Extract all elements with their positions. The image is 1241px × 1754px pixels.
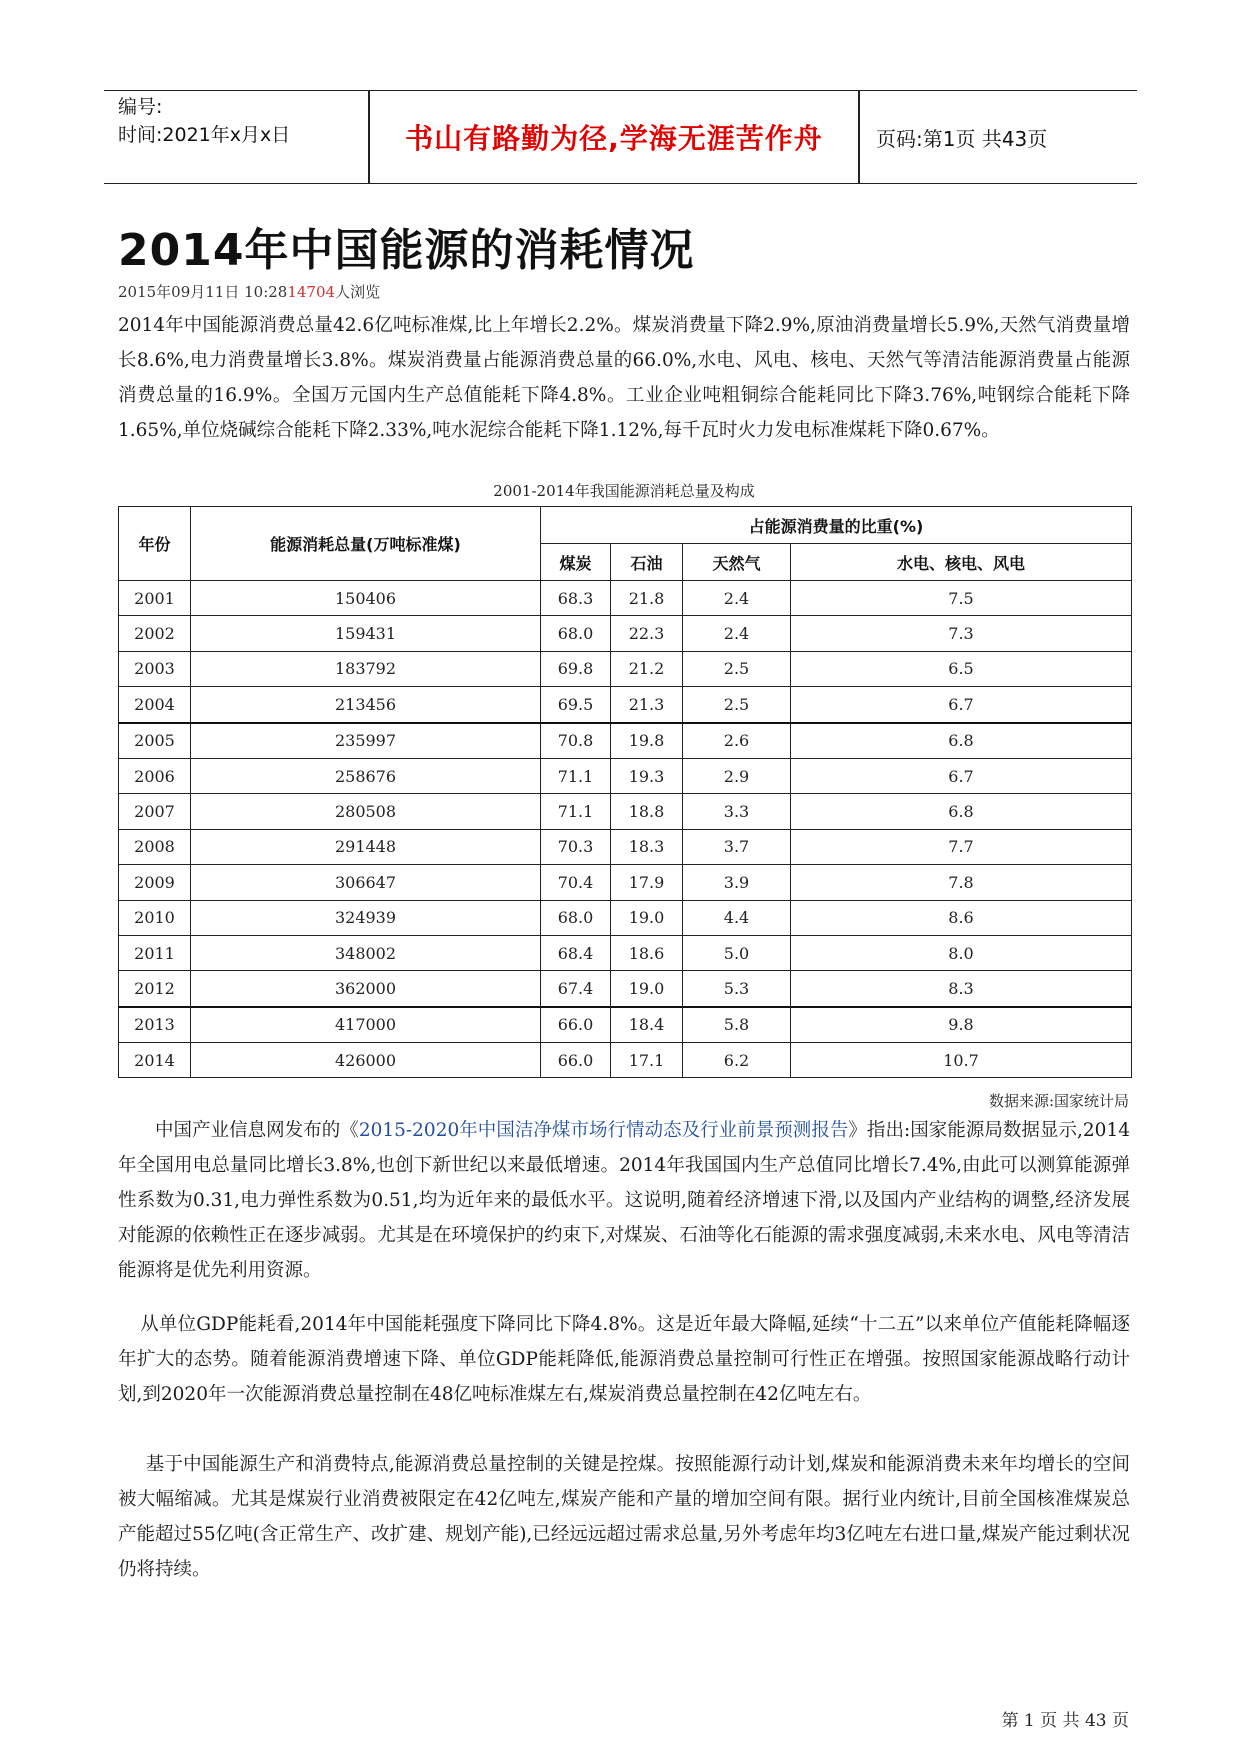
cell-year: 2001 [119,581,191,616]
cell-coal: 71.1 [541,794,611,829]
cell-oil: 19.0 [611,900,683,935]
cell-clean: 6.7 [791,758,1132,793]
energy-table [118,506,1132,1078]
cell-oil: 19.3 [611,758,683,793]
table-row [119,1043,1132,1078]
article-title: 2014年中国能源的消耗情况 [118,225,695,276]
cell-oil: 21.3 [611,687,683,723]
meta-views-suffix: 人浏览 [335,283,381,301]
cell-gas: 2.9 [683,758,791,793]
cell-coal: 69.5 [541,687,611,723]
cell-total: 159431 [191,616,541,651]
cell-clean: 6.7 [791,687,1132,723]
cell-total: 324939 [191,900,541,935]
cell-clean: 9.8 [791,1007,1132,1043]
cell-coal: 69.8 [541,651,611,686]
table-row [119,829,1132,864]
page-footer: 第 1 页 共 43 页 [1001,1711,1129,1731]
meta-views: 14704 [287,283,336,301]
cell-gas: 3.7 [683,829,791,864]
table-row [119,723,1132,759]
table-row [119,687,1132,723]
cell-gas: 2.6 [683,723,791,759]
cell-year: 2004 [119,687,191,723]
cell-total: 348002 [191,935,541,970]
cell-coal: 66.0 [541,1043,611,1078]
cell-oil: 22.3 [611,616,683,651]
cell-coal: 66.0 [541,1007,611,1043]
cell-coal: 68.0 [541,900,611,935]
table-row [119,581,1132,616]
cell-clean: 8.6 [791,900,1132,935]
cell-year: 2003 [119,651,191,686]
cell-gas: 2.5 [683,651,791,686]
table-row [119,651,1132,686]
col-header-oil: 石油 [611,544,683,581]
paragraph-coal-control: 基于中国能源生产和消费特点,能源消费总量控制的关键是控煤。按照能源行动计划,煤炭和能源消费未来年均增长的空间被大幅缩减。尤其是煤炭行业消费被限定在42亿吨左,煤炭产能和产量的增加空间有限。据行业内统计,目前全国核准煤炭总产能超过55亿吨(含正常生产、改扩建、规划产能),已经远远超过需求总量,另外考虑年均3亿吨左右进口量,煤炭产能过剩状况仍将持续。 [118,1454,1130,1580]
col-header-clean: 水电、核电、风电 [791,544,1132,581]
cell-clean: 6.8 [791,723,1132,759]
cell-total: 213456 [191,687,541,723]
col-header-coal: 煤炭 [541,544,611,581]
cell-total: 417000 [191,1007,541,1043]
cell-gas: 5.0 [683,935,791,970]
cell-coal: 68.0 [541,616,611,651]
cell-year: 2002 [119,616,191,651]
table-row [119,794,1132,829]
cell-year: 2007 [119,794,191,829]
cell-gas: 3.3 [683,794,791,829]
table-row [119,935,1132,970]
number-label: 编号: [118,96,163,118]
cell-clean: 6.8 [791,794,1132,829]
cell-total: 280508 [191,794,541,829]
table-row [119,1007,1132,1043]
cell-clean: 8.3 [791,971,1132,1007]
cell-coal: 70.4 [541,865,611,900]
cell-oil: 21.8 [611,581,683,616]
cell-clean: 8.0 [791,935,1132,970]
cell-gas: 5.3 [683,971,791,1007]
cell-total: 150406 [191,581,541,616]
col-header-total: 能源消耗总量(万吨标准煤) [191,507,541,581]
cell-oil: 19.0 [611,971,683,1007]
cell-total: 291448 [191,829,541,864]
meta-date: 2015年09月11日 10:28 [118,283,288,301]
cell-oil: 18.6 [611,935,683,970]
report-post: 》指出:国家能源局数据显示,2014年全国用电总量同比增长3.8%,也创下新世纪以来最低增速。2014年我国国内生产总值同比增长7.4%,由此可以测算能源弹性系数为0.31,电力弹性系数为0.51,均为近年来的最低水平。这说明,随着经济增速下滑,以及国内产业结构的调整,经济发展对能源的依赖性正在逐步减弱。尤其是在环境保护的约束下,对煤炭、石油等化石能源的需求强度减弱,未来水电、风电等清洁能源将是优先利用资源。 [118,1120,1130,1281]
cell-coal: 68.3 [541,581,611,616]
paragraph-report [118,1113,1130,1288]
cell-gas: 2.4 [683,616,791,651]
cell-oil: 18.4 [611,1007,683,1043]
header-page-label: 页码:第1页 共43页 [876,126,1048,151]
cell-clean: 7.3 [791,616,1132,651]
col-header-year: 年份 [119,507,191,581]
cell-gas: 2.4 [683,581,791,616]
report-link[interactable]: 2015-2020年中国洁净煤市场行情动态及行业前景预测报告 [358,1120,849,1141]
cell-coal: 70.8 [541,723,611,759]
table-row [119,971,1132,1007]
document-header [104,90,1137,184]
data-source: 数据来源:国家统计局 [988,1092,1129,1110]
cell-year: 2012 [119,971,191,1007]
cell-coal: 68.4 [541,935,611,970]
cell-year: 2005 [119,723,191,759]
cell-gas: 3.9 [683,865,791,900]
cell-clean: 7.7 [791,829,1132,864]
table-caption: 2001-2014年我国能源消耗总量及构成 [493,482,755,500]
cell-oil: 19.8 [611,723,683,759]
paragraph-summary: 2014年中国能源消费总量42.6亿吨标准煤,比上年增长2.2%。煤炭消费量下降2.9%,原油消费量增长5.9%,天然气消费量增长8.6%,电力消费量增长3.8%。煤炭消费量占能源消费总量的66.0%,水电、风电、核电、天然气等清洁能源消费量占能源消费总量的16.9%。全国万元国内生产总值能耗下降4.8%。工业企业吨粗铜综合能耗同比下降3.76%,吨钢综合能耗下降1.65%,单位烧碱综合能耗下降2.33%,吨水泥综合能耗下降1.12%,每千瓦时火力发电标准煤耗下降0.67%。 [118,315,1130,441]
paragraph-gdp: 从单位GDP能耗看,2014年中国能耗强度下降同比下降4.8%。这是近年最大降幅,延续“十二五”以来单位产值能耗降幅逐年扩大的态势。随着能源消费增速下降、单位GDP能耗降低,能源消费总量控制可行性正在增强。按照国家能源战略行动计划,到2020年一次能源消费总量控制在48亿吨标准煤左右,煤炭消费总量控制在42亿吨左右。 [118,1314,1130,1405]
cell-clean: 7.5 [791,581,1132,616]
header-info [118,93,368,149]
cell-gas: 6.2 [683,1043,791,1078]
article-meta [118,281,380,302]
time-label: 时间:2021年x月x日 [118,124,291,146]
cell-oil: 18.3 [611,829,683,864]
cell-gas: 5.8 [683,1007,791,1043]
cell-year: 2006 [119,758,191,793]
cell-oil: 18.8 [611,794,683,829]
cell-total: 258676 [191,758,541,793]
header-motto: 书山有路勤为径,学海无涯苦作舟 [405,122,823,155]
cell-total: 306647 [191,865,541,900]
cell-gas: 2.5 [683,687,791,723]
cell-coal: 71.1 [541,758,611,793]
cell-oil: 17.9 [611,865,683,900]
cell-year: 2009 [119,865,191,900]
col-header-share: 占能源消费量的比重(%) [541,507,1132,544]
report-pre: 中国产业信息网发布的《 [155,1120,359,1141]
cell-oil: 21.2 [611,651,683,686]
cell-clean: 10.7 [791,1043,1132,1078]
table-row [119,616,1132,651]
cell-year: 2014 [119,1043,191,1078]
cell-year: 2008 [119,829,191,864]
table-row [119,900,1132,935]
cell-year: 2011 [119,935,191,970]
table-row [119,865,1132,900]
cell-gas: 4.4 [683,900,791,935]
cell-clean: 6.5 [791,651,1132,686]
cell-coal: 70.3 [541,829,611,864]
cell-year: 2010 [119,900,191,935]
cell-total: 426000 [191,1043,541,1078]
cell-coal: 67.4 [541,971,611,1007]
cell-year: 2013 [119,1007,191,1043]
cell-total: 183792 [191,651,541,686]
table-row [119,758,1132,793]
cell-clean: 7.8 [791,865,1132,900]
cell-total: 235997 [191,723,541,759]
cell-oil: 17.1 [611,1043,683,1078]
cell-total: 362000 [191,971,541,1007]
col-header-gas: 天然气 [683,544,791,581]
